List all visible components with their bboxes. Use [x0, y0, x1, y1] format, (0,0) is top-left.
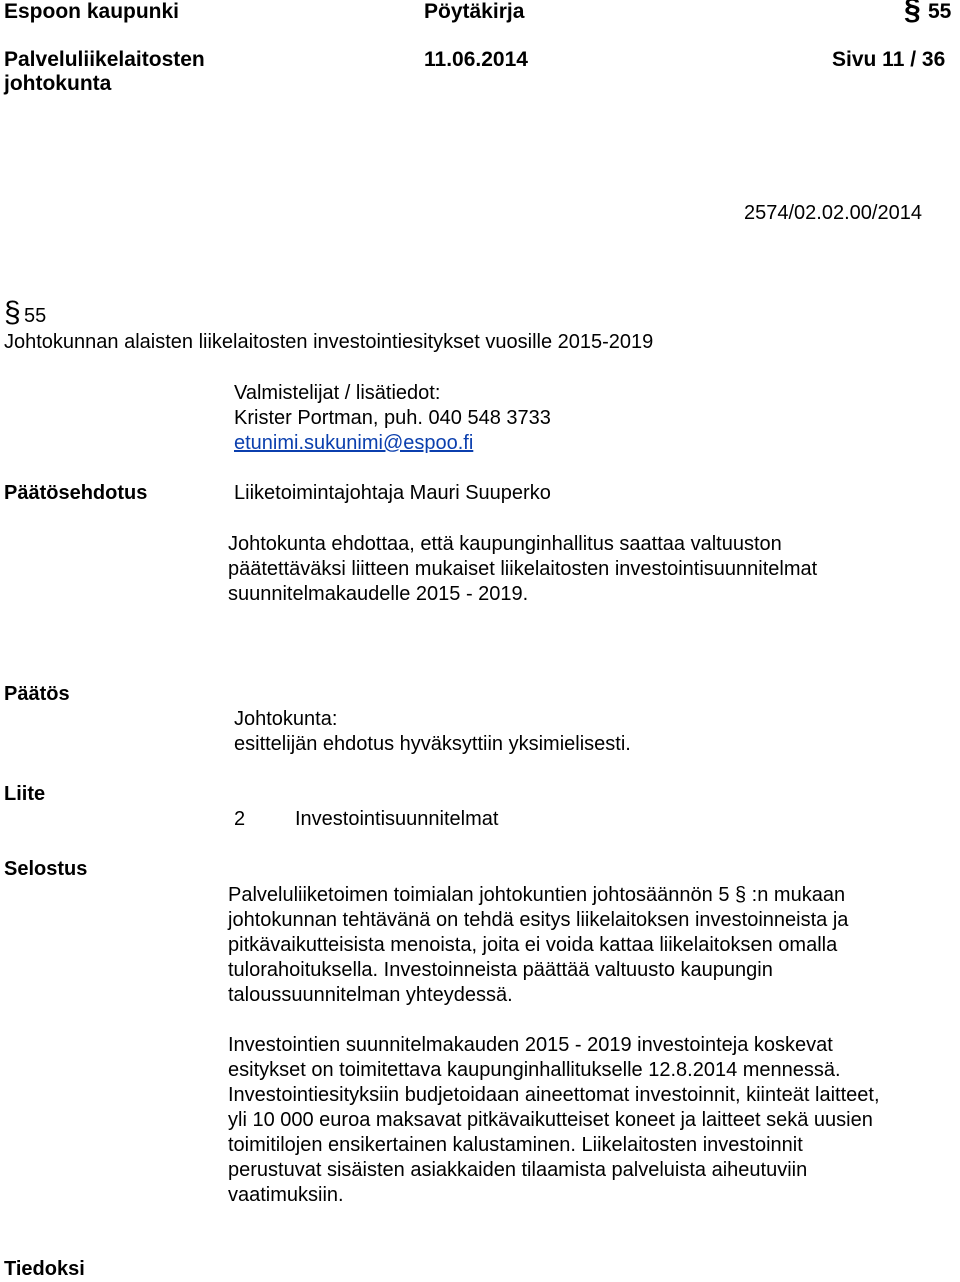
- meeting-date: 11.06.2014: [424, 48, 528, 71]
- header-section-number: 55: [928, 0, 952, 23]
- section-sign-icon: [904, 0, 921, 25]
- preparers-label: Valmistelijat / lisätiedot:: [234, 382, 441, 404]
- explanation-line: Palveluliiketoimen toimialan johtokuntien johtosäännön 5 § :n mukaan: [228, 884, 846, 906]
- explanation-line: tulorahoituksella. Investoinneista päättää valtuusto kaupungin: [228, 959, 773, 981]
- section-number: 55: [24, 305, 47, 327]
- section-sign: §: [904, 0, 921, 26]
- section-sign-icon: §: [4, 296, 21, 329]
- explanation-line: Investointiesityksiin budjetoidaan aineettomat investoinnit, kiinteät laitteet,: [228, 1084, 880, 1106]
- document-type: Pöytäkirja: [424, 0, 525, 23]
- attachment-name: Investointisuunnitelmat: [295, 808, 499, 830]
- explanation-line: yli 10 000 euroa maksavat pitkävaikutteiset koneet ja laitteet sekä uusien: [228, 1109, 873, 1131]
- explanation-line: toimitilojen ensikertainen kalustaminen. Liikelaitosten investoinnit: [228, 1134, 803, 1156]
- decision-heading: Päätös: [4, 683, 70, 705]
- explanation-heading: Selostus: [4, 858, 88, 880]
- explanation-line: johtokunnan tehtävänä on tehdä esitys liikelaitoksen investoinneista ja: [228, 909, 849, 931]
- proposal-line: Johtokunta ehdottaa, että kaupunginhallitus saattaa valtuuston: [228, 533, 782, 555]
- decision-text: esittelijän ehdotus hyväksyttiin yksimielisesti.: [234, 733, 631, 755]
- city-name: Espoon kaupunki: [4, 0, 180, 23]
- proposal-heading: Päätösehdotus: [4, 482, 148, 504]
- attachment-number: 2: [234, 808, 246, 830]
- explanation-line: esitykset on toimitettava kaupunginhallitukselle 12.8.2014 mennessä.: [228, 1059, 841, 1081]
- decision-body: Johtokunta:: [234, 708, 338, 730]
- proposer: Liiketoimintajohtaja Mauri Suuperko: [234, 482, 551, 504]
- explanation-line: vaatimuksiin.: [228, 1184, 344, 1206]
- proposal-text: [228, 532, 928, 607]
- attachment-heading: Liite: [4, 783, 46, 805]
- preparer-email-link[interactable]: etunimi.sukunimi@espoo.fi: [234, 432, 474, 454]
- proposal-line: suunnitelmakaudelle 2015 - 2019.: [228, 583, 529, 605]
- explanation-line: taloussuunnitelman yhteydessä.: [228, 984, 513, 1006]
- body-name-line2: johtokunta: [4, 72, 112, 95]
- preparer-name: Krister Portman, puh. 040 548 3733: [234, 407, 551, 429]
- explanation-paragraph-1: [228, 883, 928, 1008]
- page-number: Sivu 11 / 36: [832, 48, 946, 71]
- explanation-paragraph-2: [228, 1033, 928, 1208]
- reference-number: 2574/02.02.00/2014: [744, 202, 922, 224]
- body-name-line1: Palveluliikelaitosten: [4, 48, 205, 71]
- notice-heading: Tiedoksi: [4, 1258, 85, 1280]
- explanation-line: perustuvat sisäisten asiakkaiden tilaamista palveluista aiheutuviin: [228, 1159, 808, 1181]
- explanation-line: Investointien suunnitelmakauden 2015 - 2019 investointeja koskevat: [228, 1034, 833, 1056]
- proposal-line: päätettäväksi liitteen mukaiset liikelaitosten investointisuunnitelmat: [228, 558, 818, 580]
- section-title: Johtokunnan alaisten liikelaitosten investointiesitykset vuosille 2015-2019: [4, 331, 654, 353]
- explanation-line: pitkävaikutteisista menoista, joita ei voida kattaa liikelaitoksen omalla: [228, 934, 838, 956]
- section-heading: [4, 298, 21, 333]
